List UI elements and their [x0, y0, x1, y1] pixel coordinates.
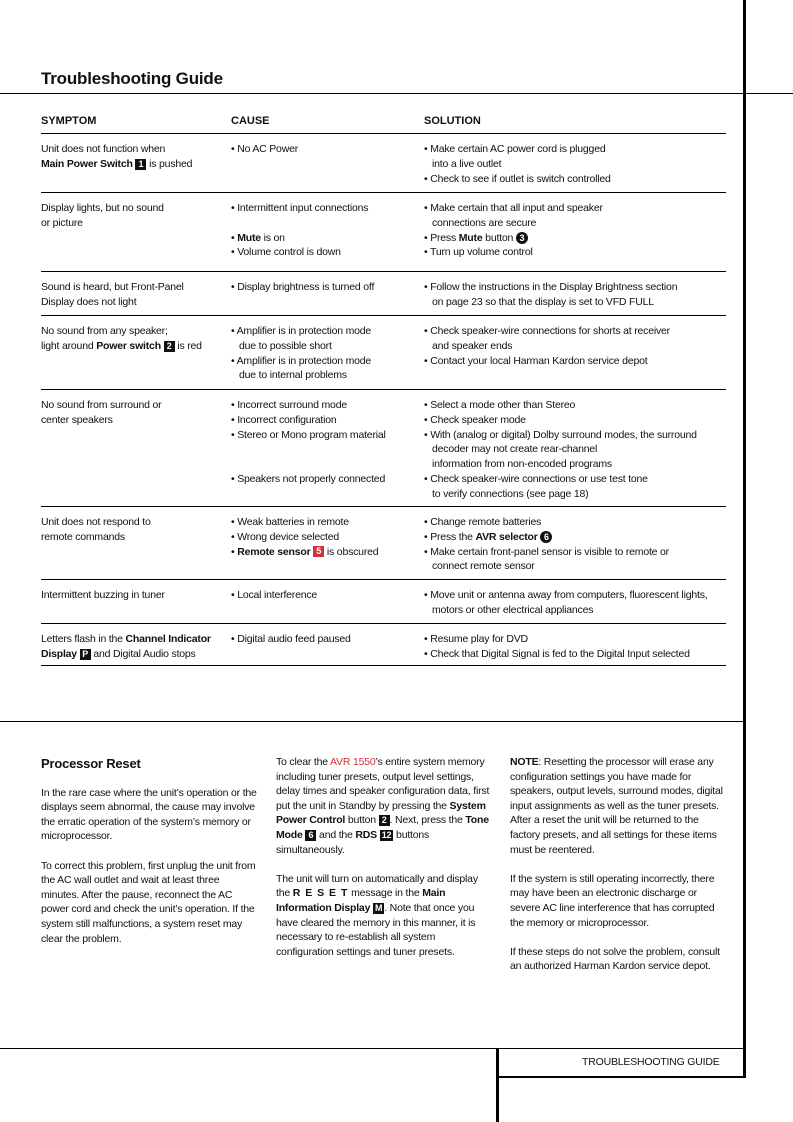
footer-divider	[496, 1049, 499, 1122]
table-row: Display lights, but no sound or picture • Intermittent input connections • Mute is on • Volume control is down • Make certain that all input and speaker connections are secure • Press Mute button 3 • Turn up volume control	[41, 193, 726, 272]
reset-column-3: NOTE: Resetting the processor will erase any configuration settings you have made for speakers, output levels, surround modes, digital input assignments as well as the tuner presets. After a reset the unit will be returned to the factory presets, and all settings for these items must be reentered. If the system is still operating incorrectly, there may have been an electronic discharge or severe AC line interference that has corrupted the memory or microprocessor. If these steps do not solve the problem, consult an authorized Harman Kardon service depot.	[510, 756, 723, 973]
footer-rule	[0, 1048, 745, 1049]
table-row: Unit does not respond to remote commands • Weak batteries in remote • Wrong device selected • Remote sensor 5 is obscured • Change remote batteries • Press the AVR selector 6 • Make certain front-panel sensor is visible to remote or connect remote sensor	[41, 507, 726, 580]
troubleshooting-table	[41, 108, 726, 666]
section-title: Processor Reset	[41, 756, 141, 771]
table-row: Letters flash in the Channel Indicator Display P and Digital Audio stops • Digital audio feed paused • Resume play for DVD • Check that Digital Signal is fed to the Digital Input selected	[41, 624, 726, 666]
header-cause: CAUSE	[231, 114, 270, 127]
page-title: Troubleshooting Guide	[41, 69, 223, 88]
right-rule	[743, 0, 746, 1077]
reset-column-2: To clear the AVR 1550’s entire system memory including tuner presets, output level settings, delay times and speaker configuration data, first put the unit in Standby by pressing the System Power Control button 2 . Next, press the Tone Mode 6 and the RDS 12 buttons simultaneously. The unit will turn on automatically and display the R E S E T message in the Main Information Display M . Note that once you have cleared the memory in this manner, it is necessary to re-establish all system configuration settings and tuner presets.	[276, 756, 490, 958]
title-rule	[0, 93, 793, 94]
table-header	[41, 108, 726, 134]
key-6-icon: 6	[305, 830, 316, 841]
header-symptom: SYMPTOM	[41, 114, 97, 127]
section-rule	[0, 721, 745, 722]
key-5-icon: 5	[313, 546, 324, 557]
table-row: Unit does not function when Main Power Switch 1 is pushed • No AC Power • Make certain AC power cord is plugged into a live outlet • Check to see if outlet is switch controlled	[41, 134, 726, 193]
header-solution: SOLUTION	[424, 114, 481, 127]
reset-column-1: Processor Reset In the rare case where the unit’s operation or the displays seem abnormal, the cause may involve the erratic operation of the system’s memory or microprocessor. To correct this problem, first unplug the unit from the AC wall outlet and wait at least three minutes. After the pause, reconnect the AC power cord and check the unit’s operation. If the system still malfunctions, a system reset may clear the problem.	[41, 755, 259, 961]
table-row: No sound from any speaker; light around Power switch 2 is red • Amplifier is in protection mode due to possible short • Amplifier is in protection mode due to internal problems • Check speaker-wire connections for shorts at receiver and speaker ends • Contact your local Harman Kardon service depot	[41, 316, 726, 390]
key-6-icon: 6	[540, 531, 552, 543]
key-3-icon: 3	[516, 232, 528, 244]
footer-label: TROUBLESHOOTING GUIDE	[582, 1056, 720, 1068]
key-m-icon: M	[374, 902, 383, 913]
table-row: Sound is heard, but Front-Panel Display does not light • Display brightness is turned off • Follow the instructions in the Display Brightness section on page 23 so that the display is set to VFD FULL	[41, 272, 726, 316]
table-row: Intermittent buzzing in tuner • Local interference • Move unit or antenna away from computers, fluorescent lights, motors or other electrical appliances	[41, 580, 726, 624]
key-2-icon: 2	[379, 815, 390, 826]
key-1-icon: 1	[135, 159, 146, 170]
key-p-icon: P	[80, 649, 91, 660]
table-row: No sound from surround or center speakers • Incorrect surround mode • Incorrect configuration • Stereo or Mono program material • Speakers not properly connected • Select a mode other than Stereo • Check speaker mode • With (analog or digital) Dolby surround modes, the surround decoder may not create rear-channel information from non-encoded programs • Check speaker-wire connections or use test tone to verify connections (see page 18)	[41, 390, 726, 507]
footer-underline	[496, 1076, 746, 1078]
key-2-icon: 2	[164, 341, 175, 352]
key-12-icon: 12	[381, 829, 392, 840]
